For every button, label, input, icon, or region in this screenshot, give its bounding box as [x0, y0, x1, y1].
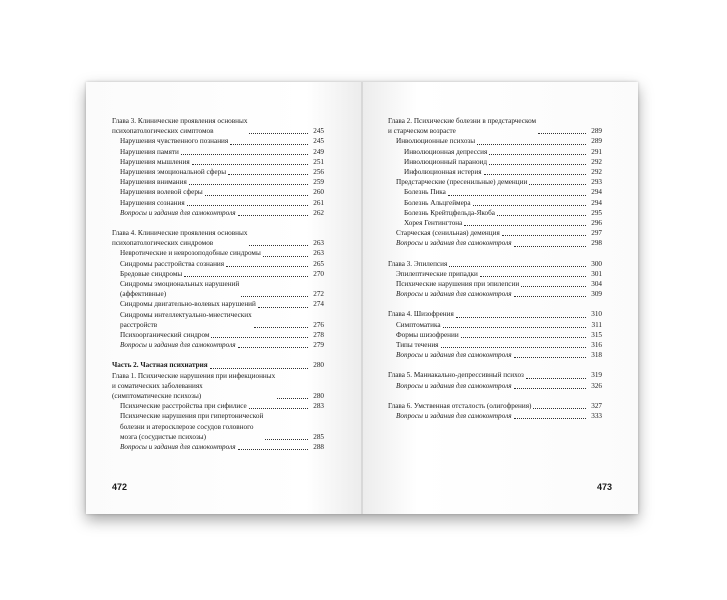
toc-entry-page: 316: [591, 341, 602, 350]
toc-entry-title: Глава 1. Психические нарушения при инфекционных и соматических заболеваниях (симптоматические психозы): [112, 371, 276, 401]
toc-entry-title: Глава 4. Шизофрения: [388, 310, 454, 319]
toc-entry-page: 309: [591, 290, 602, 299]
toc-entry: [388, 147, 602, 157]
toc-entry: [388, 350, 602, 360]
toc-entry-page: 245: [313, 127, 324, 136]
toc-entry-page: 291: [591, 147, 602, 156]
toc-entry-title: Инволюционная депрессия: [404, 147, 488, 156]
toc-entry-page: 319: [591, 371, 602, 380]
toc-entry: [388, 167, 602, 177]
toc-chapter-entry: [388, 259, 602, 269]
toc-entry-page: 276: [313, 320, 324, 329]
toc-entry: [388, 340, 602, 350]
toc-entry: [112, 299, 324, 309]
dot-leader: [473, 205, 586, 206]
toc-entry: [112, 198, 324, 208]
toc-entry-title: Синдромы эмоциональных нарушений (аффективные): [120, 280, 240, 299]
section-gap: [112, 350, 324, 360]
dot-leader: [484, 174, 586, 175]
dot-leader: [497, 215, 586, 216]
dot-leader: [189, 184, 308, 185]
toc-entry-title: Нарушения памяти: [120, 147, 179, 156]
toc-entry-page: 256: [313, 168, 324, 177]
toc-entry-page: 251: [313, 157, 324, 166]
section-gap: [388, 249, 602, 259]
toc-chapter-entry: [112, 371, 324, 402]
toc-entry-title: Нарушения сознания: [120, 198, 185, 207]
toc-chapter-entry: [388, 116, 602, 136]
toc-entry-page: 289: [591, 127, 602, 136]
toc-entry-title: Инволюционный параноид: [404, 157, 488, 166]
toc-chapter-entry: [112, 116, 324, 136]
toc-entry-title: Нарушения волевой сферы: [120, 188, 203, 197]
toc-entry-page: 259: [313, 178, 324, 187]
toc-entry-title: Предстарческие (пресенильные) деменции: [396, 178, 528, 187]
toc-entry-page: 245: [313, 137, 324, 146]
toc-entry-title: Часть 2. Частная психиатрия: [112, 361, 208, 370]
toc-entry-page: 296: [591, 219, 602, 228]
open-book: [86, 82, 638, 514]
dot-leader: [441, 347, 587, 348]
dot-leader: [249, 245, 308, 246]
toc-entry-page: 270: [313, 269, 324, 278]
toc-entry-title: Хорея Гентингтона: [404, 219, 463, 228]
toc-entry-page: 333: [591, 412, 602, 421]
toc-chapter-entry: [388, 370, 602, 380]
toc-entry: [388, 208, 602, 218]
toc-entry-page: 326: [591, 381, 602, 390]
toc-chapter-entry: [388, 401, 602, 411]
toc-entry-title: Глава 5. Маниакально-депрессивный психоз: [388, 371, 524, 380]
page-number-right: 473: [596, 482, 612, 492]
toc-entry-title: Болезнь Альцгеймера: [404, 198, 471, 207]
dot-leader: [192, 164, 308, 165]
toc-entry-title: Нарушения эмоциональной сферы: [120, 168, 227, 177]
toc-entry-title: Синдромы двигательно-волевых нарушений: [120, 300, 256, 309]
toc-entry-page: 301: [591, 269, 602, 278]
toc-entry-page: 249: [313, 147, 324, 156]
toc-entry-page: 280: [313, 361, 324, 370]
dot-leader: [489, 164, 586, 165]
toc-entry-page: 279: [313, 341, 324, 350]
dot-leader: [254, 327, 308, 328]
dot-leader: [461, 337, 586, 338]
toc-entry: [112, 279, 324, 299]
dot-leader: [521, 286, 586, 287]
toc-entry-title: Эпилептические припадки: [396, 269, 478, 278]
toc-entry-page: 262: [313, 208, 324, 217]
toc-entry: [388, 381, 602, 391]
toc-entry: [112, 259, 324, 269]
toc-entry-title: Синдромы интеллектуально-мнестических расстройств: [120, 310, 252, 329]
toc-entry-title: Вопросы и задания для самоконтроля: [120, 208, 236, 217]
dot-leader: [538, 133, 586, 134]
toc-entry-page: 292: [591, 157, 602, 166]
toc-entry: [112, 442, 324, 452]
page-number-left: 472: [112, 482, 128, 492]
toc-entry-page: 289: [591, 137, 602, 146]
toc-entry: [388, 238, 602, 248]
dot-leader: [210, 368, 308, 369]
toc-entry-title: Вопросы и задания для самоконтроля: [396, 239, 512, 248]
toc-entry: [388, 177, 602, 187]
toc-entry-title: Вопросы и задания для самоконтроля: [120, 443, 236, 452]
toc-entry-page: 304: [591, 280, 602, 289]
toc-entry: [112, 167, 324, 177]
toc-entry: [388, 157, 602, 167]
dot-leader: [238, 347, 308, 348]
dot-leader: [456, 317, 586, 318]
toc-entry-title: Невротические и неврозоподобные синдромы: [120, 249, 261, 258]
toc-entry-title: Формы шизофрении: [396, 330, 459, 339]
toc-entry-title: Глава 6. Умственная отсталость (олигофрения): [388, 401, 532, 410]
toc-entry-page: 295: [591, 208, 602, 217]
dot-leader: [514, 296, 586, 297]
dot-leader: [249, 408, 308, 409]
toc-chapter-entry: [112, 228, 324, 248]
section-gap: [388, 391, 602, 401]
toc-chapter-entry: [112, 360, 324, 370]
toc-entry: [112, 330, 324, 340]
toc-entry-title: Психические нарушения при эпилепсии: [396, 280, 520, 289]
toc-entry-title: Психические нарушения при гипертонической болезни и атеросклерозе сосудов головного мозга (сосудистые психозы): [120, 412, 264, 441]
dot-leader: [448, 195, 586, 196]
dot-leader: [529, 184, 586, 185]
toc-entry-page: 283: [313, 402, 324, 411]
toc-entry-title: Нарушения чувственного познания: [120, 137, 229, 146]
toc-entry-page: 274: [313, 300, 324, 309]
dot-leader: [443, 327, 586, 328]
table-of-contents-left: [112, 116, 324, 452]
toc-entry-title: Вопросы и задания для самоконтроля: [396, 381, 512, 390]
toc-entry-page: 298: [591, 239, 602, 248]
toc-entry: [388, 136, 602, 146]
toc-entry-title: Старческая (сенильная) деменция: [396, 229, 500, 238]
toc-entry: [388, 279, 602, 289]
dot-leader: [526, 378, 586, 379]
toc-entry-page: 278: [313, 331, 324, 340]
dot-leader: [184, 276, 308, 277]
toc-entry: [112, 340, 324, 350]
toc-entry: [388, 187, 602, 197]
toc-entry-page: 294: [591, 188, 602, 197]
dot-leader: [514, 246, 586, 247]
dot-leader: [477, 144, 586, 145]
toc-entry-title: Болезнь Крейтцфельда-Якоба: [404, 208, 495, 217]
section-gap: [388, 299, 602, 309]
toc-entry-title: Вопросы и задания для самоконтроля: [396, 412, 512, 421]
toc-entry: [112, 187, 324, 197]
dot-leader: [238, 215, 308, 216]
toc-entry: [388, 330, 602, 340]
toc-entry-page: 294: [591, 198, 602, 207]
dot-leader: [277, 398, 308, 399]
toc-entry-title: Психоорганический синдром: [120, 331, 210, 340]
dot-leader: [489, 154, 586, 155]
toc-entry-page: 292: [591, 168, 602, 177]
toc-entry: [388, 228, 602, 238]
toc-entry: [388, 218, 602, 228]
table-of-contents-right: [388, 116, 602, 421]
toc-entry-title: Глава 3. Клинические проявления основных психопатологических симптомов: [112, 117, 248, 136]
toc-entry-page: 318: [591, 351, 602, 360]
toc-entry: [112, 147, 324, 157]
dot-leader: [514, 388, 586, 389]
dot-leader: [241, 296, 308, 297]
toc-entry-title: Типы течения: [396, 341, 439, 350]
section-gap: [388, 360, 602, 370]
dot-leader: [514, 418, 586, 419]
toc-entry-title: Инфолюционная истерия: [404, 168, 482, 177]
dot-leader: [230, 144, 308, 145]
toc-entry: [112, 269, 324, 279]
toc-entry-page: 288: [313, 443, 324, 452]
toc-entry-page: 263: [313, 249, 324, 258]
toc-entry-page: 315: [591, 330, 602, 339]
dot-leader: [205, 195, 308, 196]
toc-entry-page: 260: [313, 188, 324, 197]
toc-entry: [112, 401, 324, 411]
toc-entry-title: Инволюционные психозы: [396, 137, 476, 146]
toc-entry: [388, 320, 602, 330]
dot-leader: [187, 205, 308, 206]
toc-entry-page: 327: [591, 401, 602, 410]
dot-leader: [238, 449, 308, 450]
toc-entry-title: Психические расстройства при сифилисе: [120, 402, 247, 411]
dot-leader: [464, 225, 586, 226]
section-gap: [112, 218, 324, 228]
toc-entry: [112, 136, 324, 146]
toc-entry-page: 293: [591, 178, 602, 187]
dot-leader: [449, 266, 586, 267]
dot-leader: [228, 174, 308, 175]
toc-entry: [112, 177, 324, 187]
dot-leader: [211, 337, 308, 338]
toc-entry-title: Синдромы расстройства сознания: [120, 259, 225, 268]
toc-entry-page: 297: [591, 229, 602, 238]
toc-entry-page: 311: [591, 320, 602, 329]
toc-entry-page: 285: [313, 432, 324, 441]
toc-entry-page: 263: [313, 239, 324, 248]
toc-entry-title: Симптоматика: [396, 320, 441, 329]
toc-entry: [112, 310, 324, 330]
toc-entry-title: Глава 4. Клинические проявления основных психопатологических синдромов: [112, 229, 248, 248]
toc-entry-title: Глава 2. Психические болезни в предстарческом и старческом возрасте: [388, 117, 537, 136]
toc-entry-page: 300: [591, 259, 602, 268]
toc-entry-title: Нарушения мышления: [120, 157, 190, 166]
toc-entry-title: Болезнь Пика: [404, 188, 446, 197]
right-page: [362, 82, 638, 514]
dot-leader: [249, 133, 308, 134]
book-gutter: [361, 82, 363, 514]
toc-entry-title: Вопросы и задания для самоконтроля: [396, 351, 512, 360]
dot-leader: [480, 276, 586, 277]
toc-entry: [112, 248, 324, 258]
toc-entry-page: 272: [313, 290, 324, 299]
toc-entry-page: 310: [591, 310, 602, 319]
toc-entry: [112, 157, 324, 167]
toc-entry: [388, 289, 602, 299]
toc-chapter-entry: [388, 309, 602, 319]
dot-leader: [502, 235, 586, 236]
dot-leader: [181, 154, 308, 155]
dot-leader: [533, 408, 586, 409]
dot-leader: [265, 439, 308, 440]
left-page: [86, 82, 362, 514]
toc-entry: [112, 208, 324, 218]
toc-entry-page: 265: [313, 259, 324, 268]
toc-entry-title: Вопросы и задания для самоконтроля: [120, 341, 236, 350]
toc-entry: [388, 411, 602, 421]
dot-leader: [258, 307, 308, 308]
dot-leader: [226, 266, 308, 267]
toc-entry-title: Вопросы и задания для самоконтроля: [396, 290, 512, 299]
toc-entry-title: Нарушения внимания: [120, 178, 187, 187]
toc-entry-page: 280: [313, 392, 324, 401]
toc-entry: [388, 198, 602, 208]
dot-leader: [514, 357, 586, 358]
toc-entry: [388, 269, 602, 279]
toc-entry-title: Глава 3. Эпилепсия: [388, 259, 448, 268]
toc-entry: [112, 411, 324, 442]
toc-entry-title: Бредовые синдромы: [120, 269, 183, 278]
toc-entry-page: 261: [313, 198, 324, 207]
dot-leader: [263, 256, 308, 257]
